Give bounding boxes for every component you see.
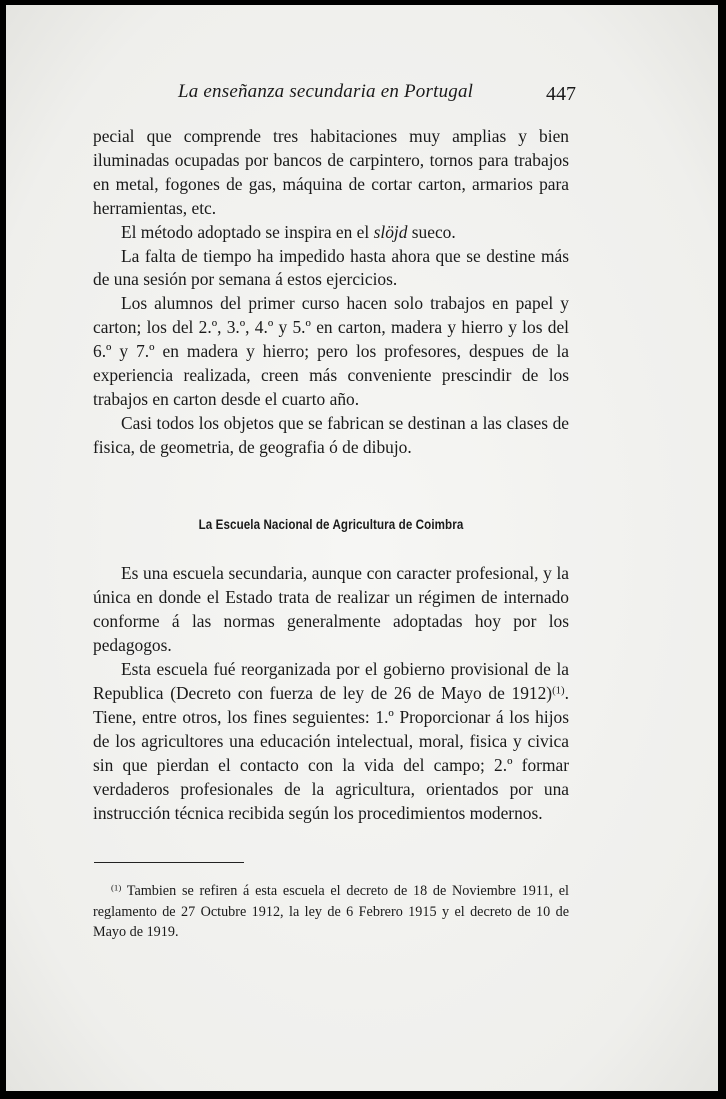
paragraph-reorganization [93, 657, 569, 825]
paragraph-continuation: pecial que comprende tres habitaciones muy amplias y bien iluminadas ocupadas por bancos de carpintero, tornos para trabajos en metal, fogones de gas, máquina de cortar carton, armarios para herramientas, etc. [93, 126, 569, 218]
paragraph-method [93, 221, 569, 245]
reorganization-text: Esta escuela fué reorganizada por el gobierno provisional de la Republica (Decreto con fuerza de ley de 26 de Mayo de 1912) [93, 659, 569, 703]
footnote-divider [94, 862, 244, 863]
paragraph-students: Los alumnos del primer curso hacen solo trabajos en papel y carton; los del 2.º, 3.º, 4.º y 5.º en carton, madera y hierro y los del 6.º y 7.º en madera y hierro; pero los profesores, despues de la experiencia realizada, creen más conveniente prescindir de los trabajos en carton desde el cuarto año. [93, 293, 569, 409]
body-text-bottom [93, 561, 569, 825]
running-title: La enseñanza secundaria en Portugal [178, 81, 474, 102]
footnote-mark: (1) [111, 882, 122, 893]
page-header [178, 81, 576, 111]
body-text-top [93, 125, 569, 460]
method-text-end: sueco. [411, 221, 456, 242]
book-page [6, 5, 718, 1091]
footnote-text: Tambien se refiren á esta escuela el decreto de 18 de Noviembre 1911, el reglamento de 27 Octubre 1912, la ley de 6 Febrero 1915 y el decreto de 10 de Mayo de 1919. [93, 883, 569, 940]
method-text: El método adoptado se inspira en el [121, 221, 370, 242]
paragraph-objects: Casi todos los objetos que se fabrican se destinan a las clases de fisica, de geometria, de geografia ó de dibujo. [93, 412, 569, 457]
slojd-term: slöjd [373, 221, 408, 242]
reorganization-text-end: . Tiene, entre otros, los fines seguientes: 1.º Proporcionar á los hijos de los agricultores una educación intelectual, moral, fisica y civica sin que pierdan el contacto con la vida del campo; 2.º formar verdaderos profesionales de la agricultura, orientados por una instrucción técnica recibida según los procedimientos modernos. [93, 683, 569, 823]
footnote [93, 881, 569, 943]
footnote-reference: (1) [552, 684, 565, 697]
section-heading: La Escuela Nacional de Agricultura de Coimbra [198, 517, 464, 532]
page-number: 447 [546, 83, 576, 105]
paragraph-school: Es una escuela secundaria, aunque con caracter profesional, y la única en donde el Estado trata de realizar un régimen de internado conforme á las normas generalmente adoptadas hoy por los pedagogos. [93, 563, 569, 655]
paragraph-time: La falta de tiempo ha impedido hasta ahora que se destine más de una sesión por semana á estos ejercicios. [93, 245, 569, 290]
